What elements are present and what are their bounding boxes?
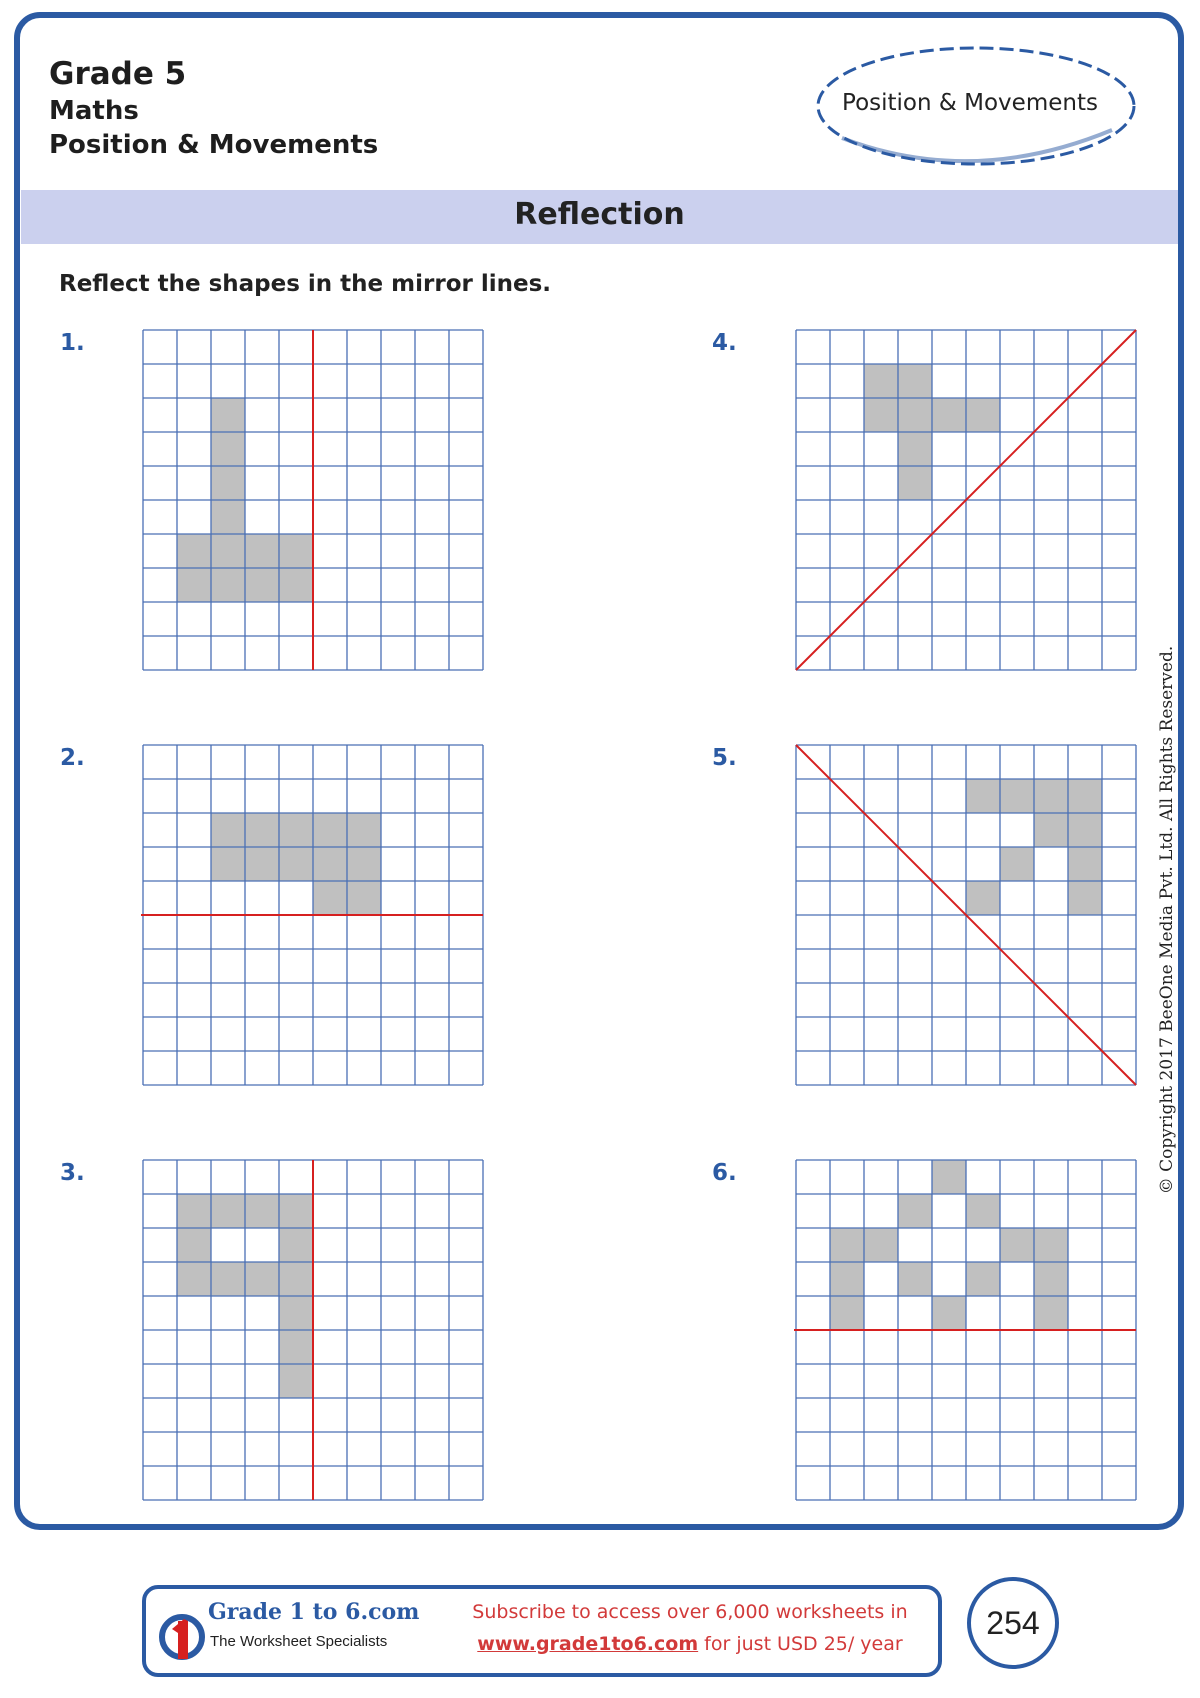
grid-question-3 [141, 1158, 485, 1502]
shaded-cell [1068, 779, 1102, 813]
shaded-cell [245, 1194, 279, 1228]
shaded-cell [211, 1262, 245, 1296]
shaded-cell [347, 881, 381, 915]
shaded-cell [313, 813, 347, 847]
shaded-cell [177, 534, 211, 568]
shaded-cell [177, 1228, 211, 1262]
shaded-cell [966, 881, 1000, 915]
shaded-cell [1000, 779, 1034, 813]
shaded-cell [211, 466, 245, 500]
grid-question-6 [794, 1158, 1138, 1502]
website-link[interactable]: www.grade1to6.com [477, 1633, 699, 1655]
shaded-cell [966, 398, 1000, 432]
shaded-cell [279, 847, 313, 881]
grid-question-5 [794, 743, 1138, 1087]
shaded-cell [245, 1262, 279, 1296]
shaded-cell [864, 398, 898, 432]
shaded-cell [1068, 847, 1102, 881]
promo-line-2 [440, 1633, 940, 1655]
shaded-cell [966, 1194, 1000, 1228]
footer-banner [142, 1585, 942, 1677]
shaded-cell [932, 1296, 966, 1330]
shaded-cell [211, 534, 245, 568]
shaded-cell [864, 1228, 898, 1262]
grid-question-2 [141, 743, 485, 1087]
question-number-4: 4. [712, 330, 737, 356]
shaded-cell [898, 1262, 932, 1296]
shaded-cell [211, 432, 245, 466]
shaded-cell [245, 847, 279, 881]
promo-line-1: Subscribe to access over 6,000 worksheets in [472, 1601, 908, 1623]
shaded-cell [177, 1194, 211, 1228]
shaded-cell [1000, 1228, 1034, 1262]
shaded-cell [898, 1194, 932, 1228]
shaded-cell [177, 1262, 211, 1296]
worksheet-title: Reflection [514, 197, 685, 232]
question-number-2: 2. [60, 745, 85, 771]
shaded-cell [347, 847, 381, 881]
shaded-cell [966, 779, 1000, 813]
logo-icon [158, 1599, 208, 1663]
shaded-cell [245, 813, 279, 847]
promo-price: for just USD 25/ year [698, 1633, 903, 1655]
shaded-cell [1034, 1296, 1068, 1330]
shaded-cell [279, 534, 313, 568]
shaded-cell [1000, 847, 1034, 881]
shaded-cell [279, 1194, 313, 1228]
grade-heading: Grade 5 [49, 56, 187, 92]
shaded-cell [830, 1228, 864, 1262]
shaded-cell [966, 1262, 1000, 1296]
shaded-cell [1068, 881, 1102, 915]
grid-question-1 [141, 328, 485, 672]
page-number: 254 [967, 1577, 1059, 1669]
shaded-cell [898, 466, 932, 500]
shaded-cell [177, 568, 211, 602]
shaded-cell [211, 398, 245, 432]
shaded-cell [1034, 1228, 1068, 1262]
shaded-cell [211, 847, 245, 881]
shaded-cell [830, 1262, 864, 1296]
shaded-cell [279, 1296, 313, 1330]
grid-question-4 [794, 328, 1138, 672]
cloud-label: Position & Movements [842, 90, 1098, 116]
shaded-cell [279, 1330, 313, 1364]
shaded-cell [1034, 813, 1068, 847]
shaded-cell [313, 881, 347, 915]
shaded-cell [245, 568, 279, 602]
question-number-3: 3. [60, 1160, 85, 1186]
question-number-6: 6. [712, 1160, 737, 1186]
shaded-cell [1068, 813, 1102, 847]
shaded-cell [1034, 779, 1068, 813]
shaded-cell [211, 568, 245, 602]
shaded-cell [932, 398, 966, 432]
question-number-5: 5. [712, 745, 737, 771]
shaded-cell [245, 534, 279, 568]
shaded-cell [211, 813, 245, 847]
shaded-cell [279, 813, 313, 847]
copyright-text: © Copyright 2017 BeeOne Media Pvt. Ltd. All Rights Reserved. [1157, 645, 1177, 1195]
shaded-cell [830, 1296, 864, 1330]
shaded-cell [211, 500, 245, 534]
shaded-cell [279, 1228, 313, 1262]
shaded-cell [279, 1262, 313, 1296]
shaded-cell [347, 813, 381, 847]
shaded-cell [1034, 1262, 1068, 1296]
shaded-cell [898, 432, 932, 466]
topic-heading: Position & Movements [49, 130, 379, 160]
shaded-cell [898, 364, 932, 398]
subject-heading: Maths [49, 96, 139, 126]
title-banner [21, 190, 1178, 244]
shaded-cell [313, 847, 347, 881]
shaded-cell [279, 568, 313, 602]
shaded-cell [932, 1160, 966, 1194]
logo-tagline: The Worksheet Specialists [210, 1633, 388, 1650]
shaded-cell [211, 1194, 245, 1228]
shaded-cell [279, 1364, 313, 1398]
logo-name: Grade 1 to 6.com [208, 1599, 420, 1625]
topic-cloud-badge [812, 38, 1142, 174]
shaded-cell [864, 364, 898, 398]
shaded-cell [898, 398, 932, 432]
question-number-1: 1. [60, 330, 85, 356]
instruction-text: Reflect the shapes in the mirror lines. [59, 271, 552, 297]
